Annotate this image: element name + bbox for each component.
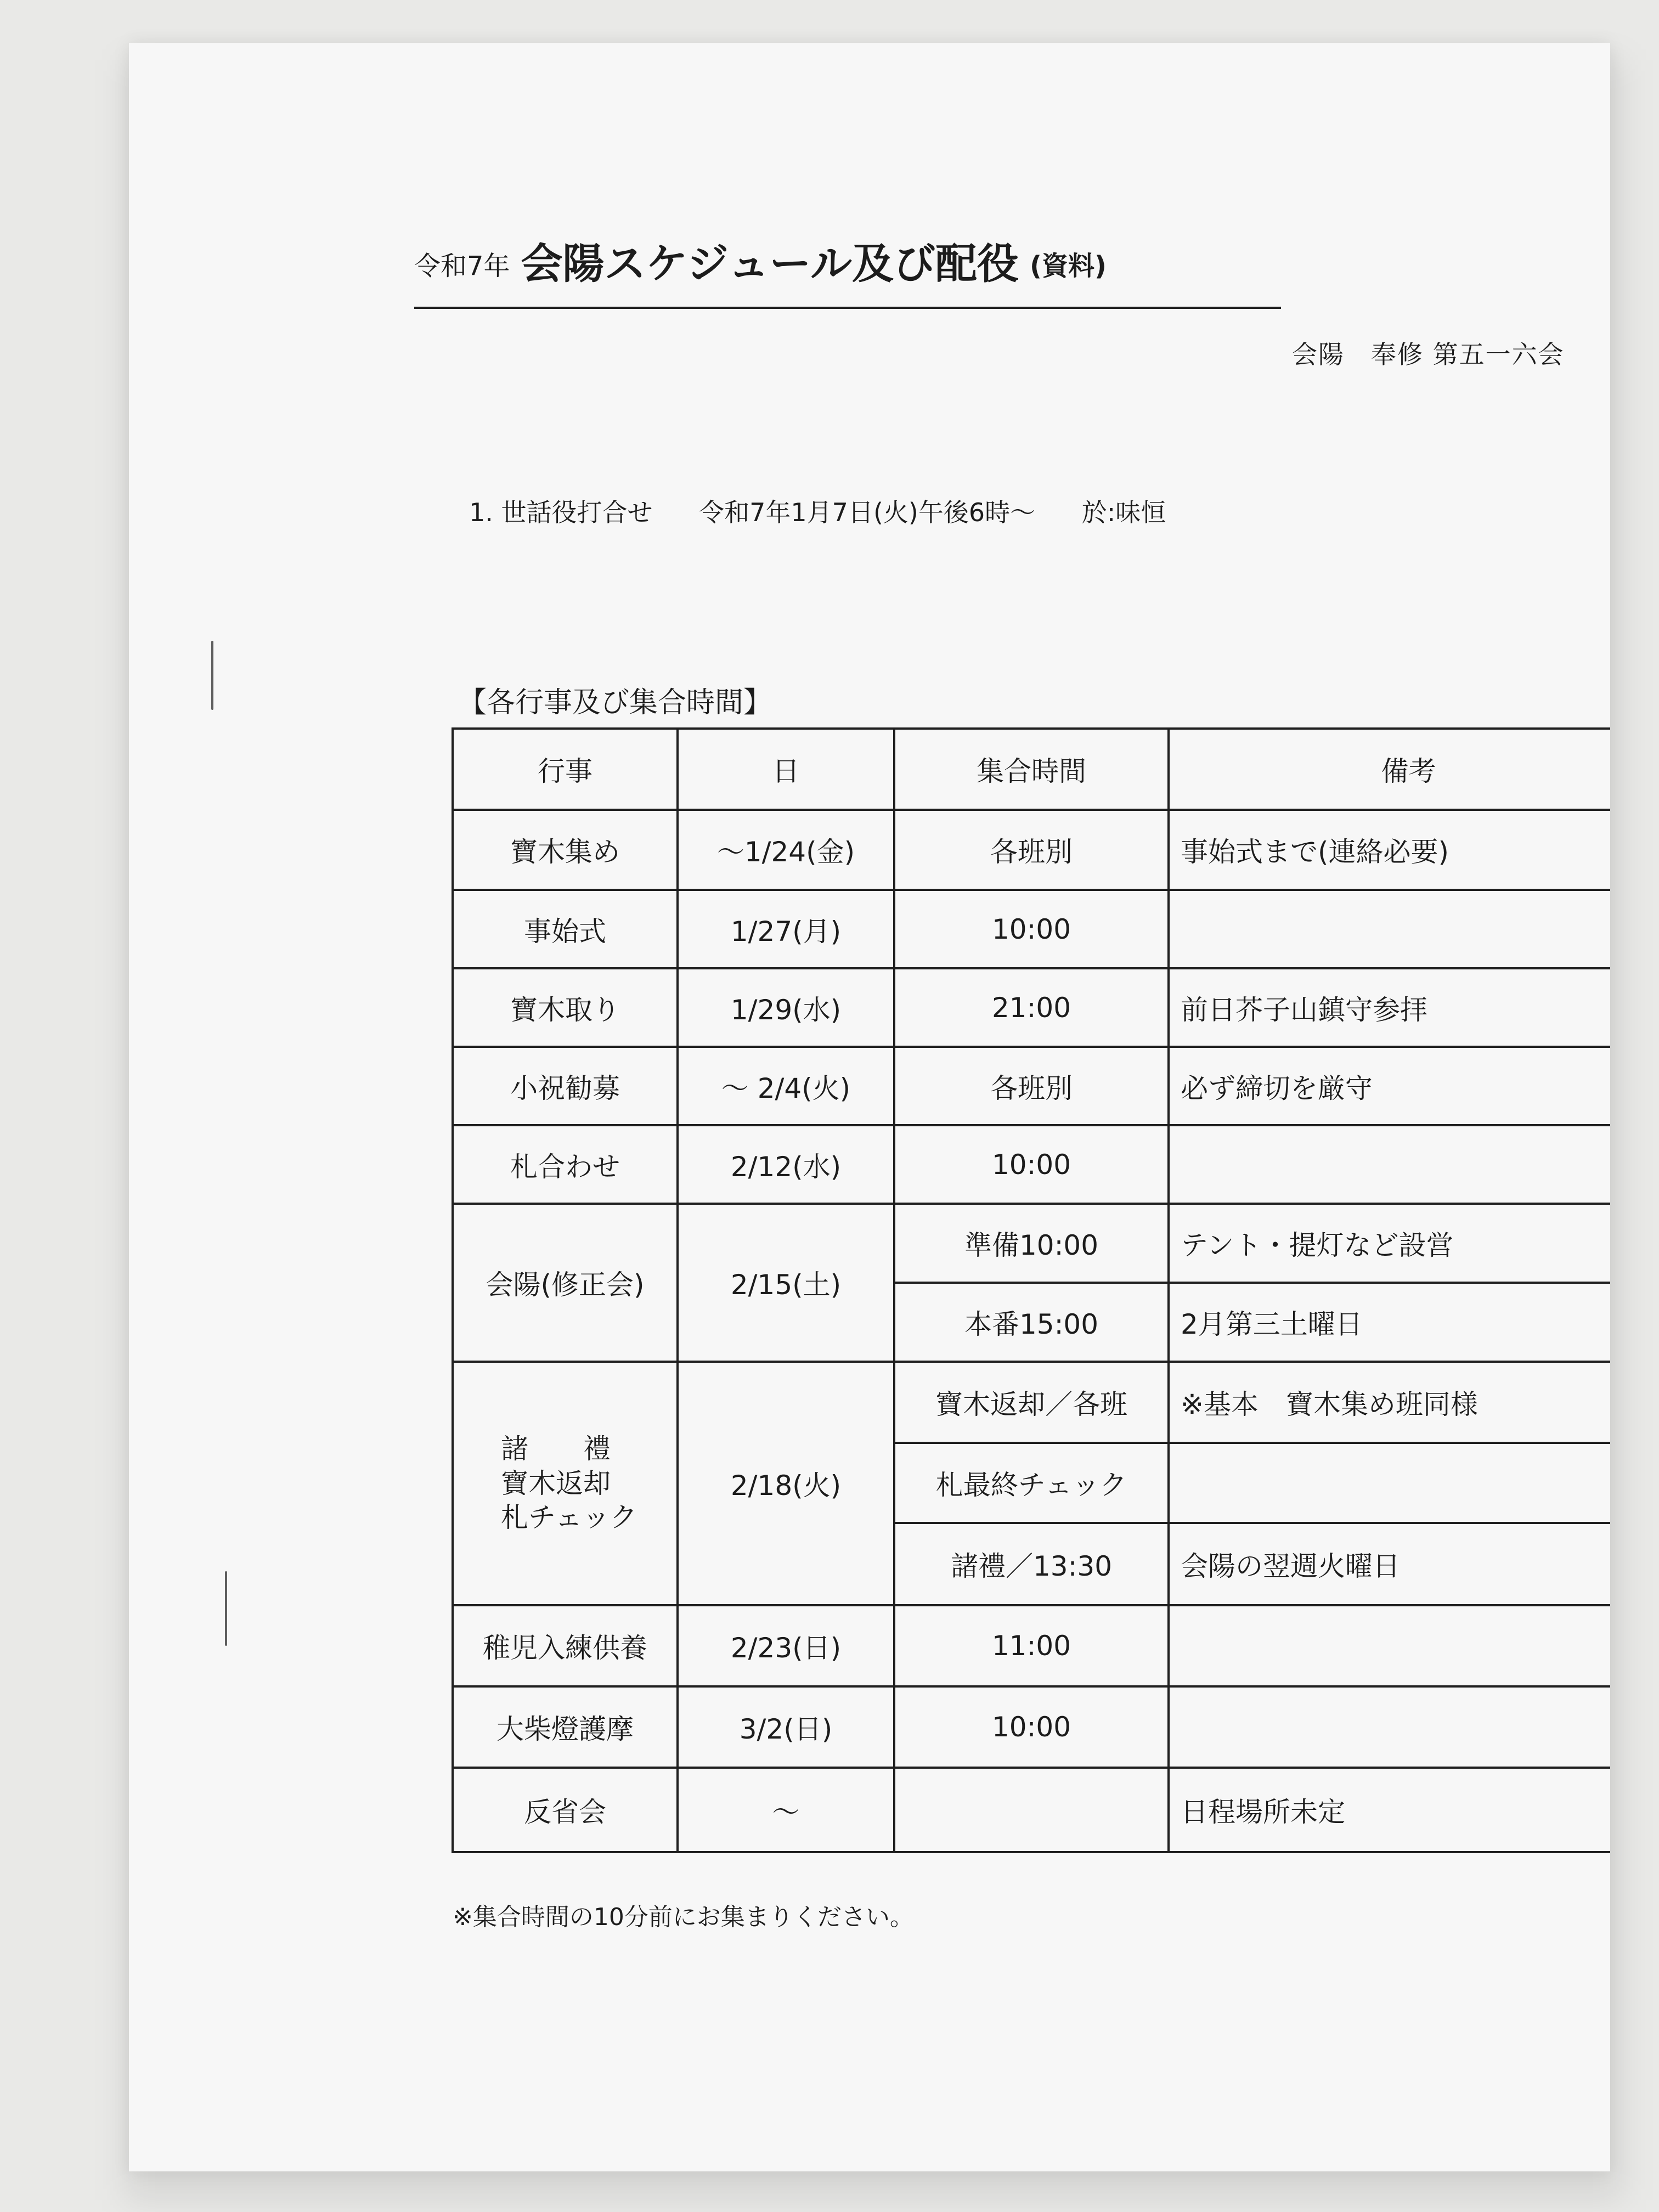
time-cell (894, 1768, 1169, 1852)
event-cell (453, 1362, 678, 1605)
organization-name: 会陽 奉修 第五一六会 (1292, 340, 1565, 369)
title-prefix: 令和7年 (414, 251, 510, 281)
time-cell: 各班別 (894, 1047, 1169, 1125)
time-cell: 諸禮／13:30 (894, 1523, 1169, 1605)
event-cell: 寶木取り (453, 968, 678, 1047)
table-header-row (453, 729, 1610, 810)
title-suffix: (資料) (1030, 251, 1107, 281)
note-cell: 前日芥子山鎮守参拝 (1169, 968, 1610, 1047)
note-cell: 必ず締切を厳守 (1169, 1047, 1610, 1125)
time-cell: 各班別 (894, 810, 1169, 890)
meeting-place: 於:味恒 (1081, 498, 1166, 527)
event-line: 諸 禮 (501, 1433, 611, 1465)
date-cell: ～ (678, 1768, 894, 1852)
date-cell: 1/29(水) (678, 968, 894, 1047)
date-cell: ～1/24(金) (678, 810, 894, 890)
section-heading: 【各行事及び集合時間】 (458, 686, 772, 719)
table-row (453, 810, 1610, 890)
date-cell: 2/15(土) (678, 1204, 894, 1362)
event-cell: 会陽(修正会) (453, 1204, 678, 1362)
header-time: 集合時間 (894, 729, 1169, 810)
note-cell: 日程場所未定 (1169, 1768, 1610, 1852)
table-row (453, 1362, 1610, 1443)
header-date: 日 (678, 729, 894, 810)
table-row (453, 1605, 1610, 1686)
time-cell: 寶木返却／各班 (894, 1362, 1169, 1443)
event-cell: 寶木集め (453, 810, 678, 890)
event-cell: 稚児入練供養 (453, 1605, 678, 1686)
time-cell: 準備10:00 (894, 1204, 1169, 1283)
title-main: 会陽スケジュール及び配役 (521, 239, 1019, 288)
header-event: 行事 (453, 729, 678, 810)
time-cell: 10:00 (894, 1686, 1169, 1768)
table-row (453, 1768, 1610, 1852)
date-cell: 3/2(日) (678, 1686, 894, 1768)
note-cell (1169, 1605, 1610, 1686)
staple-bottom (225, 1571, 227, 1646)
note-cell: テント・提灯など設営 (1169, 1204, 1610, 1283)
table-row (453, 1047, 1610, 1125)
time-cell: 札最終チェック (894, 1443, 1169, 1523)
meeting-line (469, 493, 1204, 529)
table-row (453, 1204, 1610, 1283)
note-cell (1169, 890, 1610, 968)
note-cell (1169, 1443, 1610, 1523)
date-cell: 2/12(水) (678, 1125, 894, 1204)
event-line: 札チェック (501, 1502, 637, 1534)
event-cell: 小祝勧募 (453, 1047, 678, 1125)
date-cell: ～ 2/4(火) (678, 1047, 894, 1125)
time-cell: 21:00 (894, 968, 1169, 1047)
note-cell (1169, 1125, 1610, 1204)
header-note: 備考 (1169, 729, 1610, 810)
event-cell: 反省会 (453, 1768, 678, 1852)
time-cell: 11:00 (894, 1605, 1169, 1686)
meeting-label: 1. 世話役打合せ (469, 498, 653, 527)
note-cell: 2月第三土曜日 (1169, 1283, 1610, 1362)
date-cell: 2/23(日) (678, 1605, 894, 1686)
schedule-table (452, 727, 1610, 1853)
time-cell: 10:00 (894, 1125, 1169, 1204)
table-row (453, 890, 1610, 968)
footnote: ※集合時間の10分前にお集まりください。 (453, 1903, 914, 1931)
table-row (453, 1686, 1610, 1768)
title-underline (414, 307, 1281, 309)
date-cell: 1/27(月) (678, 890, 894, 968)
document-page (129, 43, 1610, 2171)
note-cell (1169, 1686, 1610, 1768)
table-row (453, 968, 1610, 1047)
date-cell: 2/18(火) (678, 1362, 894, 1605)
event-cell: 札合わせ (453, 1125, 678, 1204)
staple-top (211, 641, 213, 710)
note-cell: 会陽の翌週火曜日 (1169, 1523, 1610, 1605)
event-line: 寶木返却 (501, 1467, 611, 1499)
meeting-datetime: 令和7年1月7日(火)午後6時～ (699, 498, 1036, 527)
event-cell: 事始式 (453, 890, 678, 968)
time-cell: 10:00 (894, 890, 1169, 968)
table-row (453, 1125, 1610, 1204)
time-cell: 本番15:00 (894, 1283, 1169, 1362)
note-cell: ※基本 寶木集め班同様 (1169, 1362, 1610, 1443)
document-title (414, 239, 1413, 309)
note-cell: 事始式まで(連絡必要) (1169, 810, 1610, 890)
event-cell: 大柴燈護摩 (453, 1686, 678, 1768)
